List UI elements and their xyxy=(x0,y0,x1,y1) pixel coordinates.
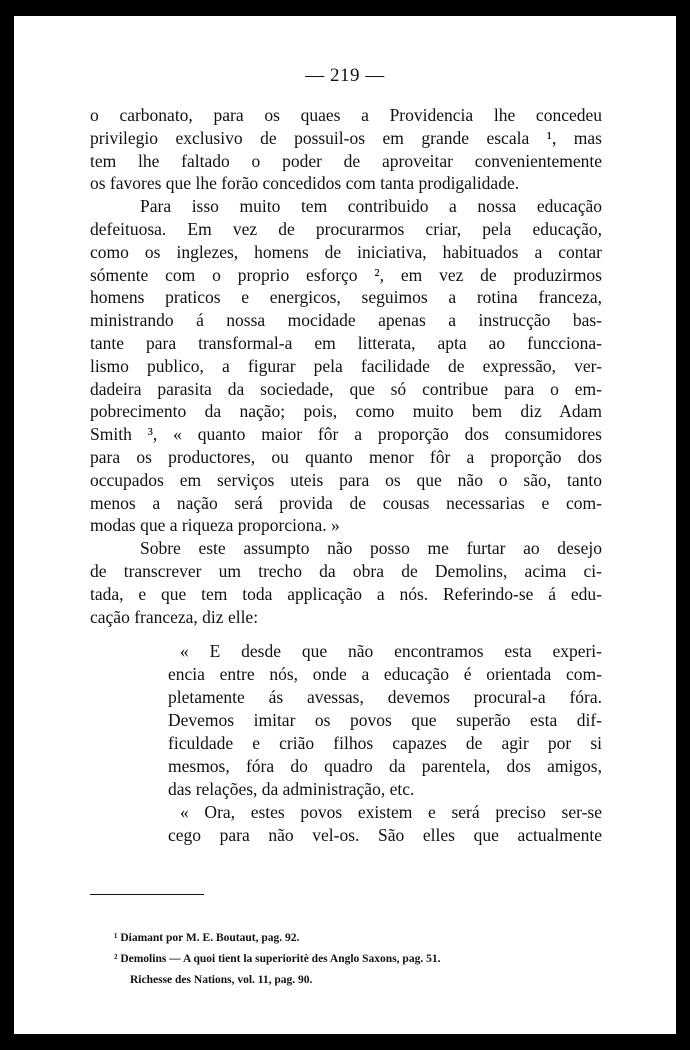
text-line: Sobre este assumpto não posso me furtar ao desejo xyxy=(140,538,602,559)
quote-paragraph-1 xyxy=(168,640,602,801)
text-line: sómente com o proprio esforço ², em vez de produzirmos xyxy=(90,264,602,285)
quote-line: « E desde que não encontramos esta experi- xyxy=(180,641,602,662)
text-line: occupados em serviços uteis para os que não o são, tanto xyxy=(90,469,602,490)
quote-line: das relações, da administração, etc. xyxy=(168,779,415,800)
text-line: cação franceza, diz elle: xyxy=(90,606,259,627)
paragraph-3 xyxy=(90,537,602,628)
text-line: Para isso muito tem contribuido a nossa educação xyxy=(140,196,602,217)
quote-line: Devemos imitar os povos que superão esta dif- xyxy=(168,710,602,731)
text-line: menos a nação será provida de cousas necessarias e com- xyxy=(90,492,602,513)
paragraph-2 xyxy=(90,195,602,537)
text-line: homens praticos e energicos, seguimos a rotina franceza, xyxy=(90,287,602,308)
footnote-2: ² Demolins — A quoi tient la superioritè des Anglo Saxons, pag. 51. xyxy=(114,953,441,965)
quote-line: « Ora, estes povos existem e será preciso ser-se xyxy=(180,802,602,823)
paragraph-1 xyxy=(90,104,602,195)
page-number: — 219 — xyxy=(305,65,385,86)
footnote-1: ¹ Diamant por M. E. Boutaut, pag. 92. xyxy=(114,932,300,944)
text-line: modas que a riqueza proporciona. » xyxy=(90,515,340,536)
text-line: tem lhe faltado o poder de aproveitar convenientemente xyxy=(90,150,602,171)
text-line: pobrecimento da nação; pois, como muito bem diz Adam xyxy=(90,401,602,422)
text-line: tada, e que tem toda applicação a nós. Referindo-se á edu- xyxy=(90,583,602,604)
quote-line: ficuldade e crião filhos capazes de agir por si xyxy=(168,733,602,754)
quote-line: cego para não vel-os. São elles que actualmente xyxy=(168,825,602,846)
block-quote xyxy=(168,640,602,847)
text-line: Smith ³, « quanto maior fôr a proporção dos consumidores xyxy=(90,424,602,445)
text-line: os favores que lhe forão concedidos com tanta prodigalidade. xyxy=(90,173,520,194)
book-page xyxy=(14,16,676,1034)
text-line: de transcrever um trecho da obra de Demolins, acima ci- xyxy=(90,560,602,581)
text-line: para os productores, ou quanto menor fôr a proporção dos xyxy=(90,446,602,467)
text-line: tante para transformal-a em litterata, apta ao funcciona- xyxy=(90,332,602,353)
quote-line: pletamente ás avessas, devemos procural-a fóra. xyxy=(168,687,602,708)
text-line: como os inglezes, homens de iniciativa, habituados a contar xyxy=(90,241,602,262)
body-text xyxy=(90,104,602,847)
quote-paragraph-2 xyxy=(168,801,602,847)
footnotes xyxy=(114,928,594,991)
text-line: defeituosa. Em vez de procurarmos criar, pela educação, xyxy=(90,218,602,239)
text-line: privilegio exclusivo de possuil-os em grande escala ¹, mas xyxy=(90,127,602,148)
text-line: lismo publico, a figurar pela facilidade de expressão, ver- xyxy=(90,355,602,376)
text-line: dadeira parasita da sociedade, que só contribue para o em- xyxy=(90,378,602,399)
paragraph-spacer xyxy=(90,628,602,640)
quote-line: mesmos, fóra do quadro da parentela, dos amigos, xyxy=(168,756,602,777)
footnote-3: Richesse des Nations, vol. 11, pag. 90. xyxy=(130,974,313,986)
text-line: ministrando á nossa mocidade apenas a instrucção bas- xyxy=(90,310,602,331)
quote-line: encia entre nós, onde a educação é orientada com- xyxy=(168,664,602,685)
footnote-divider xyxy=(90,894,204,895)
text-line: o carbonato, para os quaes a Providencia lhe concedeu xyxy=(90,105,602,125)
